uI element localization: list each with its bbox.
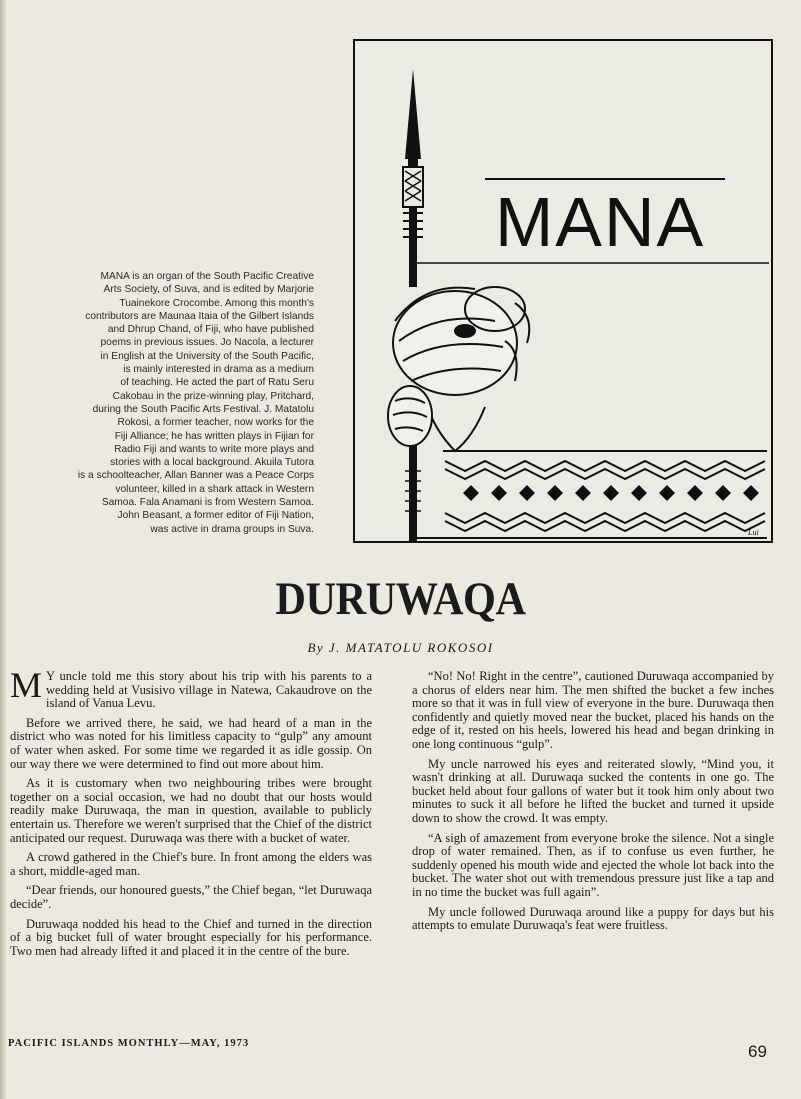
intro-line: and Dhrup Chand, of Fiji, who have published: [107, 324, 314, 336]
paragraph-text: Y uncle told me this story about his trip with his parents to a wedding held at Vusisivo village in Natewa, Cakaudrove on the island of Vanua Levu.: [46, 669, 372, 711]
article-paragraph: “No! No! Right in the centre”, cautioned Duruwaqa accompanied by a chorus of elders near him. The men shifted the bucket a few inches more so that it was in full view of everyone in the bure. Duruwaqa then confidently and quietly moved near the bucket, placed his hands on the edge of it, rested on his heels, lowered his head and began drinking in one long continuous “gulp”.: [412, 669, 774, 751]
intro-line: Tuainekore Crocombe. Among this month's: [119, 297, 314, 309]
intro-line: Radio Fiji and wants to write more plays and: [114, 443, 314, 455]
intro-line: was active in drama groups in Suva.: [150, 523, 314, 535]
spear-tip: [405, 69, 421, 159]
drop-cap: M: [10, 665, 43, 705]
intro-line: Samoa. Fala Anamani is from Western Samoa.: [101, 497, 314, 509]
article-paragraph: “Dear friends, our honoured guests,” the Chief began, “let Duruwaqa decide”.: [10, 883, 372, 911]
mana-masthead: [353, 39, 773, 543]
intro-line: Fiji Alliance; he has written plays in Fijian for: [114, 430, 314, 442]
article-byline: By J. MATATOLU ROKOSOI: [307, 640, 494, 655]
intro-line: stories with a local background. Akuila Tutora: [110, 457, 314, 469]
article-paragraph: “A sigh of amazement from everyone broke the silence. Not a single drop of water remained. Then, as if to confuse us even further, he suddenly opened his mouth wide and ejected the whole lot back into the bucket. The water shot out with tremendous pressure just like a tap and in no time the bucket was full again”.: [412, 830, 774, 899]
intro-line: Arts Society, of Suva, and is edited by Marjorie: [103, 284, 314, 296]
article-title: DURUWAQA: [275, 573, 526, 625]
intro-line: volunteer, killed in a shark attack in Western: [115, 483, 314, 495]
artist-signature: Lui: [748, 528, 759, 537]
intro-line: MANA is an organ of the South Pacific Creative: [100, 271, 314, 282]
intro-blurb: [10, 270, 314, 536]
masthead-illustration: [355, 41, 771, 541]
intro-line: poems in previous issues. Jo Nacola, a lecturer: [100, 337, 314, 349]
page-number: 69: [748, 1042, 767, 1061]
article-paragraph: My uncle narrowed his eyes and reiterated slowly, “Mind you, it wasn't drinking at all. Duruwaqa sucked the contents in one go. The bucket held about four gallons of water but it took him only about two minutes to suck it all before he lifted the bucket and turned it upside down to show the crowd. It was empty.: [412, 756, 774, 825]
intro-line: of teaching. He acted the part of Ratu Seru: [120, 377, 314, 389]
article-paragraph: Before we arrived there, he said, we had heard of a man in the district who was noted for his limitless capacity to “gulp” any amount of water when asked. For some time we regarded it as idle gossip. On our way there we were determined to find out more about him.: [10, 715, 372, 771]
footer-publication: PACIFIC ISLANDS MONTHLY—MAY, 1973: [8, 1038, 250, 1049]
article-paragraph: Duruwaqa nodded his head to the Chief and turned in the direction of a big bucket full of water brought especially for his performance. Two men had already lifted it and placed it in the centre of the bure.: [10, 916, 372, 958]
intro-line: Rokosi, a former teacher, now works for the: [117, 417, 314, 429]
article-column-left: [10, 665, 372, 964]
mana-title: MANA: [495, 183, 706, 261]
intro-line: contributors are Maunaa Itaia of the Gilbert Islands: [85, 310, 314, 322]
page-spine-shadow: [0, 0, 7, 1099]
carved-mask: [388, 287, 529, 451]
article-paragraph: [10, 665, 372, 711]
intro-line: is a schoolteacher, Allan Banner was a Peace Corps: [77, 470, 314, 482]
intro-line: is mainly interested in drama as a medium: [123, 364, 314, 376]
intro-line: during the South Pacific Arts Festival. J. Matatolu: [92, 403, 314, 415]
intro-line: Cakobau in the prize-winning play, Pritchard,: [112, 390, 314, 402]
article-column-right: [412, 670, 774, 939]
article-paragraph: My uncle followed Duruwaqa around like a puppy for days but his attempts to emulate Duruwaqa's feat were fruitless.: [412, 904, 774, 933]
intro-line: John Beasant, a former editor of Fiji Nation,: [117, 510, 314, 522]
article-paragraph: As it is customary when two neighbouring tribes were brought together on a social occasion, we had no doubt that our hosts would readily make Duruwaqa, the man in question, available to publicly entertain us. Therefore we weren't surprised that the Chief of the district anticipated our request. Duruwaqa was there with a bucket of water.: [10, 776, 372, 845]
article-paragraph: A crowd gathered in the Chief's bure. In front among the elders was a short, middle-aged man.: [10, 850, 372, 878]
tapa-pattern-band: [443, 451, 767, 531]
intro-line: in English at the University of the South Pacific,: [100, 350, 314, 362]
